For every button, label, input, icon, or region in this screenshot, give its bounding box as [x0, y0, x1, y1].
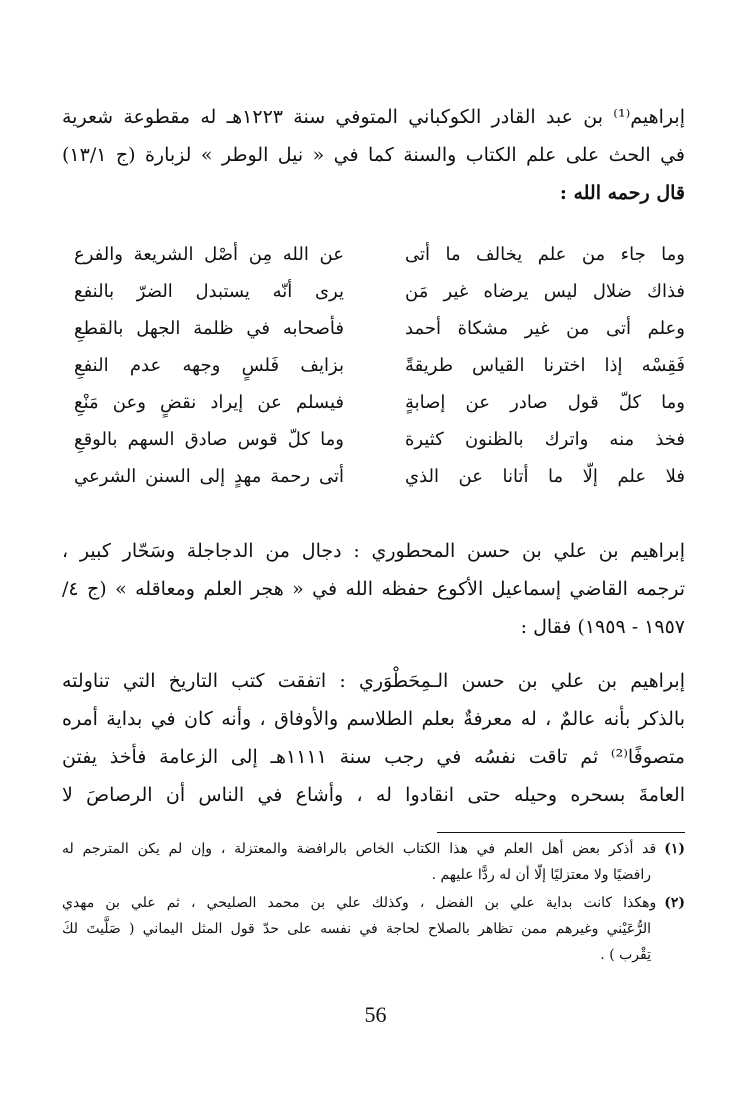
footnote-2 — [62, 890, 685, 968]
paragraph-ibrahim-mahtouri-intro — [62, 532, 685, 646]
verse-second-hemistich: وما كلّ قوس صادق السهم بالوقعِ — [74, 429, 344, 450]
poem-verse — [74, 273, 685, 310]
verse-second-hemistich: فأصحابه في ظلمة الجهل بالقطعِ — [74, 318, 344, 339]
paragraph-ibrahim-mahtouri-quote — [62, 662, 685, 814]
verse-second-hemistich: أتى رحمة مهدٍ إلى السنن الشرعي — [74, 466, 344, 487]
verse-first-hemistich: فَقِسْه إذا اخترنا القياس طريقةً — [405, 355, 685, 376]
text-line: ترجمه القاضي إسماعيل الأكوع حفظه الله في « هجر العلم ومعاقله » (ج ٤/ — [62, 578, 685, 600]
text-line: ١٩٥٧ - ١٩٥٩) فقال : — [520, 616, 685, 638]
poem — [74, 236, 685, 495]
footnote-text: الرُّعَيْني وغيرهم ممن تظاهر بالصلاح لحاجة في نفسه على حدّ قول المثل اليماني ( صَلَّيتَ لكَ — [62, 921, 651, 937]
verse-first-hemistich: فذاك ضلال ليس يرضاه غير مَن — [405, 281, 685, 302]
verse-first-hemistich: فخذ منه واترك بالظنون كثيرة — [405, 429, 685, 450]
text-line: في الحث على علم الكتاب والسنة كما في « نيل الوطر » لزبارة (ج ١٣/١) — [62, 144, 685, 166]
text-line: بالذكر بأنه عالمٌ ، له معرفةٌ بعلم الطلاسم والأوفاق ، وأنه كان في بداية أمره — [62, 708, 685, 730]
verse-second-hemistich: بزايف فَلسٍ وجهه عدم النفعِ — [74, 355, 344, 376]
footnote-text: تِقْرب ) . — [600, 947, 651, 963]
verse-first-hemistich: وما كلّ قول صادر عن إصابةٍ — [405, 392, 685, 413]
poem-verse — [74, 310, 685, 347]
poem-verse — [74, 236, 685, 273]
page-number: 56 — [364, 1002, 387, 1027]
poem-verse — [74, 421, 685, 458]
footnote-number: (٢) — [664, 895, 685, 911]
footnote-number: (١) — [664, 841, 685, 857]
paragraph-ibrahim-kawkabani — [62, 98, 685, 212]
text-line: إبراهيم⁽¹⁾ بن عبد القادر الكوكباني المتوفي سنة ١٢٢٣هـ له مقطوعة شعرية — [62, 106, 685, 128]
text-line: العامةَ بسحره وحيله حتى انقادوا له ، وأشاع في الناس أن الرصاصَ لا — [62, 784, 685, 806]
text-line: متصوفًا⁽²⁾ ثم تاقت نفسُه في رجب سنة ١١١١هـ إلى الزعامة فأخذ يفتن — [62, 746, 685, 768]
footnote-text: وهكذا كانت بداية علي بن الفضل ، وكذلك علي بن محمد الصليحي ، ثم علي بن مهدي — [62, 895, 657, 911]
footnote-separator — [437, 832, 685, 833]
verse-second-hemistich: عن الله مِن أصْل الشريعة والفرع — [74, 244, 344, 265]
footnote-text: قد أذكر بعض أهل العلم في هذا الكتاب الخاص بالرافضة والمعتزلة ، وإن لم يكن المترجم له — [62, 841, 657, 857]
footnote-text: رافضيًا ولا معتزليًا إلّا أن له ردًّا عليهم . — [431, 867, 651, 883]
poem-verse — [74, 458, 685, 495]
poem-verse — [74, 347, 685, 384]
verse-first-hemistich: وعلم أتى من غير مشكاة أحمد — [405, 318, 685, 339]
text-line: قال رحمه الله : — [559, 182, 685, 204]
poem-verse — [74, 384, 685, 421]
verse-second-hemistich: فيسلم عن إيراد نقضٍ وعن مَنْعِ — [74, 392, 344, 413]
verse-first-hemistich: وما جاء من علم يخالف ما أتى — [405, 244, 685, 265]
footnote-1 — [62, 836, 685, 888]
verse-first-hemistich: فلا علم إلّا ما أتانا عن الذي — [405, 466, 685, 487]
text-line: إبراهيم بن علي بن حسن الـمِحَطْوَري : اتفقت كتب التاريخ التي تناولته — [62, 670, 685, 692]
text-line: إبراهيم بن علي بن حسن المحطوري : دجال من الدجاجلة وسَحّار كبير ، — [62, 540, 685, 562]
verse-second-hemistich: يرى أنّه يستبدل الضرّ بالنفع — [74, 281, 344, 302]
